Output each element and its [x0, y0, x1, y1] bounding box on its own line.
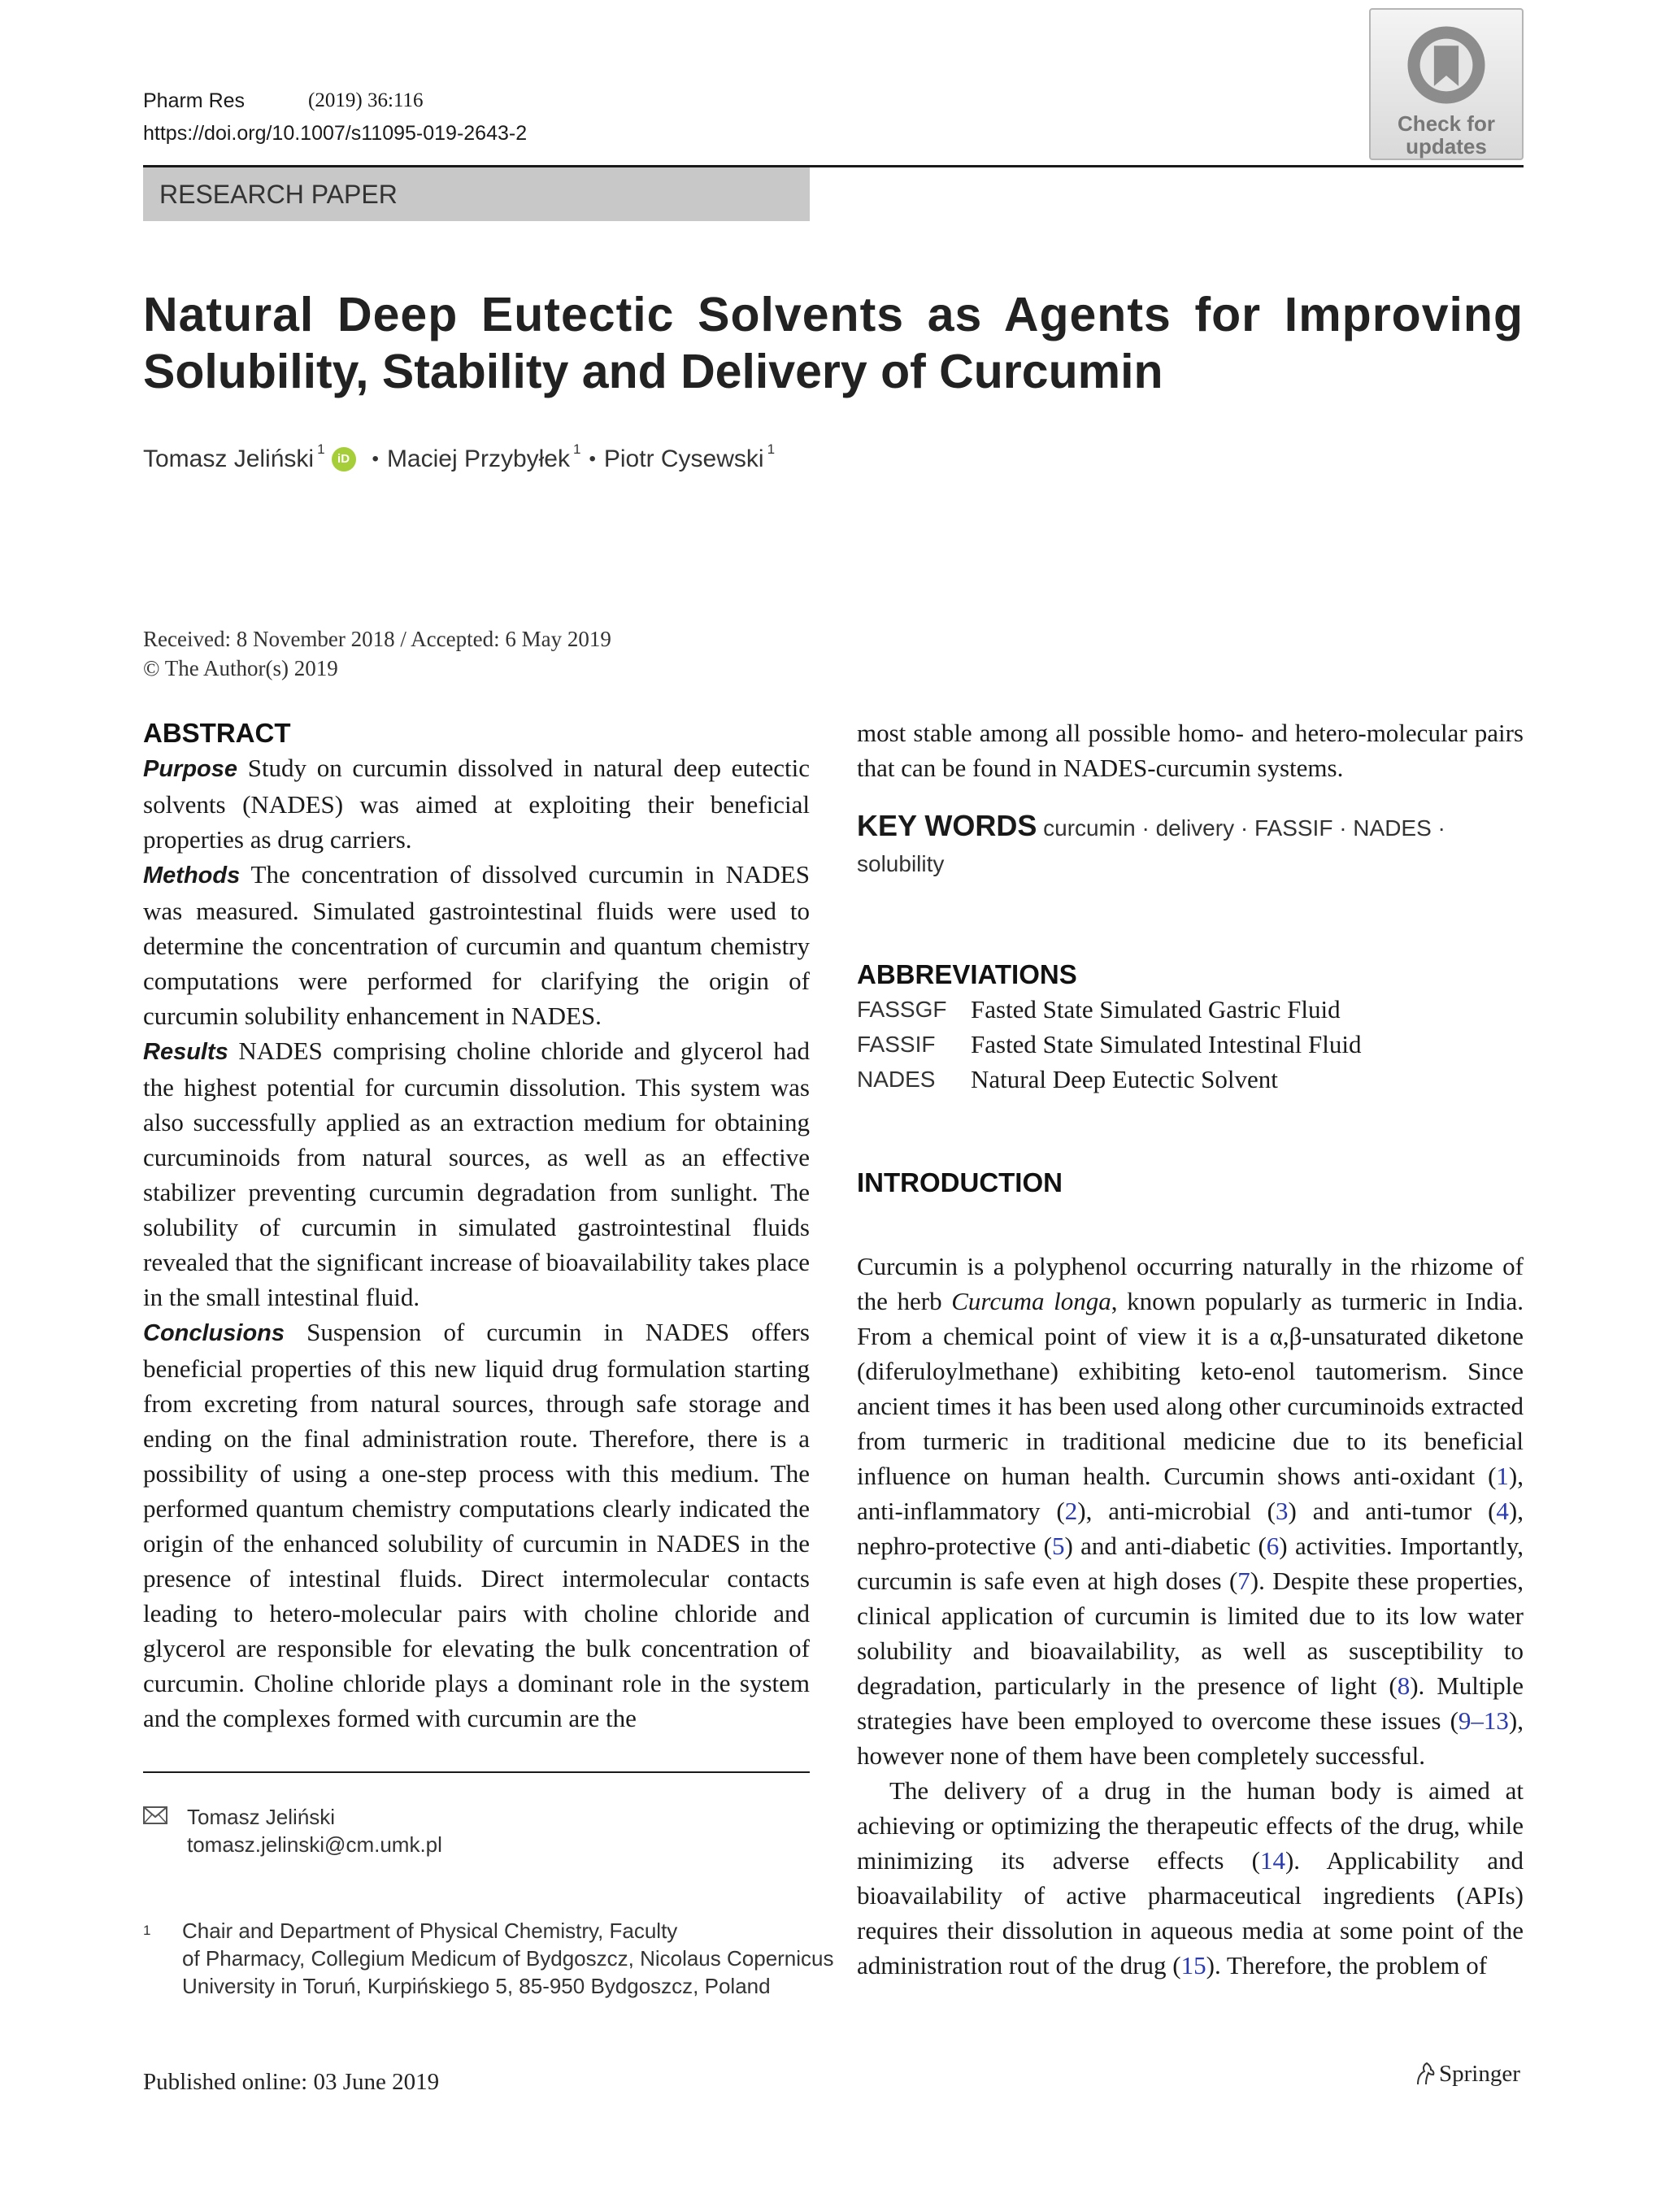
- affiliation-number: 1: [143, 1923, 151, 1938]
- intro-text: ), however none of them have been completely successful.: [857, 1706, 1524, 1770]
- keywords-heading: KEY WORDS: [857, 809, 1037, 842]
- introduction-paragraph-2: [857, 1773, 1524, 1983]
- abbreviation-row: [857, 992, 1524, 1027]
- author-affiliation-mark: 1: [767, 441, 776, 457]
- conclusions-text: Suspension of curcumin in NADES offers beneficial properties of this new liquid drug formulation starting from excreting from natural sources, through safe storage and ending on the final administration route. Therefore, there is a possibility of using a one-step process with this medium. The performed quantum chemistry computations clearly indicated the origin of the enhanced solubility of curcumin in NADES in the presence of intestinal fluids. Direct intermolecular contacts leading to hetero-molecular pairs with choline chloride and glycerol are responsible for elevating the bulk concentration of curcumin. Choline chloride plays a dominant role in the system and the complexes formed with curcumin are the: [143, 1318, 810, 1732]
- abbreviation-term: NADES: [857, 1067, 936, 1092]
- orcid-icon[interactable]: iD: [332, 447, 356, 472]
- abbreviation-definition: Fasted State Simulated Gastric Fluid: [971, 995, 1341, 1023]
- abstract-methods: [143, 857, 810, 1033]
- publication-dates: [143, 624, 611, 683]
- abstract-purpose: [143, 750, 810, 857]
- intro-text: ), anti-microbial (: [1077, 1497, 1276, 1525]
- species-name: Curcuma longa: [951, 1287, 1111, 1315]
- introduction-paragraph-1: [857, 1249, 1524, 1773]
- abstract-conclusions: [143, 1315, 810, 1736]
- check-updates-label: Check for updates: [1398, 111, 1495, 159]
- abstract-results: [143, 1033, 810, 1315]
- abbreviations-list: [857, 992, 1524, 1097]
- purpose-label: Purpose: [143, 756, 238, 782]
- title-line-2: Solubility, Stability and Delivery of Curcumin: [143, 345, 1163, 398]
- check-updates-icon: [1402, 21, 1490, 109]
- intro-text: ) and anti-tumor (: [1288, 1497, 1497, 1525]
- journal-name: Pharm Res: [143, 89, 246, 112]
- methods-text: The concentration of dissolved curcumin in NADES was measured. Simulated gastrointestinal fluids were used to determine the concentration of curcumin and quantum chemistry computations were performed for clarifying the origin of curcumin solubility enhancement in NADES.: [143, 860, 810, 1030]
- intro-text: ). Therefore, the problem of: [1206, 1951, 1488, 1980]
- results-label: Results: [143, 1039, 228, 1065]
- author-affiliation-mark: 1: [317, 441, 325, 457]
- intro-text: Curcumin is a polyphenol occurring naturally in the rhizome of the herb: [857, 1252, 1524, 1315]
- affiliation-text: [182, 1917, 834, 2000]
- citation-link[interactable]: 2: [1064, 1497, 1078, 1525]
- copyright-line: © The Author(s) 2019: [143, 656, 338, 680]
- affiliation-line: Chair and Department of Physical Chemistry, Faculty: [182, 1919, 678, 1943]
- author-affiliation-mark: 1: [573, 441, 581, 457]
- intro-text: ) activities. Importantly, curcumin is safe even at high doses (: [857, 1532, 1524, 1595]
- doi-link[interactable]: https://doi.org/10.1007/s11095-019-2643-2: [143, 122, 528, 145]
- author-name[interactable]: Piotr Cysewski: [603, 445, 764, 472]
- spacer: [143, 1831, 187, 1858]
- springer-horse-icon: [1411, 2060, 1439, 2088]
- introduction-heading: INTRODUCTION: [857, 1167, 1063, 1197]
- received-accepted-dates: Received: 8 November 2018 / Accepted: 6 May 2019: [143, 627, 611, 651]
- author-separator: •: [589, 448, 596, 470]
- right-column: [857, 715, 1524, 1983]
- citation-link[interactable]: 7: [1237, 1567, 1250, 1595]
- citation-link[interactable]: 8: [1397, 1671, 1411, 1700]
- purpose-text: Study on curcumin dissolved in natural deep eutectic solvents (NADES) was aimed at exploiting their beneficial properties as drug carriers.: [143, 754, 811, 854]
- abbreviation-definition: Natural Deep Eutectic Solvent: [971, 1065, 1278, 1093]
- abbreviation-definition: Fasted State Simulated Intestinal Fluid: [971, 1030, 1362, 1058]
- abbreviation-row: [857, 1062, 1524, 1097]
- corresponding-email[interactable]: tomasz.jelinski@cm.umk.pl: [187, 1832, 442, 1857]
- abstract-continuation: most stable among all possible homo- and hetero-molecular pairs that can be found in NADES-curcumin systems.: [857, 719, 1524, 782]
- intro-text: ). Despite these properties, clinical application of curcumin is limited due to its low water solubility and bioavailability, as well as susceptibility to degradation, particularly in the presence of light (: [857, 1567, 1524, 1700]
- citation-link[interactable]: 9–13: [1458, 1706, 1509, 1735]
- intro-text: ), nephro-protective (: [857, 1497, 1524, 1560]
- envelope-icon: [143, 1803, 187, 1831]
- abbreviation-term: FASSIF: [857, 1032, 936, 1057]
- intro-text: ), anti-inflammatory (: [857, 1462, 1524, 1525]
- intro-text: The delivery of a drug in the human body is aimed at achieving or optimizing the therapeutic effects of the drug, while minimizing its adverse effects (: [857, 1776, 1524, 1875]
- published-online-date: Published online: 03 June 2019: [143, 2069, 440, 2095]
- affiliation-line: University in Toruń, Kurpińskiego 5, 85-950 Bydgoszcz, Poland: [182, 1974, 771, 1998]
- article-type-banner: RESEARCH PAPER: [143, 167, 810, 221]
- journal-citation-line: [143, 89, 423, 113]
- affiliation-line: of Pharmacy, Collegium Medicum of Bydgoszcz, Nicolaus Copernicus: [182, 1946, 834, 1971]
- abbreviation-term: FASSGF: [857, 997, 947, 1022]
- title-line-1: Natural Deep Eutectic Solvents as Agents for Improving: [143, 288, 1524, 341]
- methods-label: Methods: [143, 863, 241, 889]
- footnote-rule: [143, 1771, 810, 1773]
- publisher-logo[interactable]: [1411, 2060, 1520, 2088]
- affiliation-footnote: [143, 1917, 834, 2000]
- citation-link[interactable]: 5: [1052, 1532, 1065, 1560]
- abstract-heading: ABSTRACT: [143, 718, 291, 748]
- author-list: [143, 441, 776, 473]
- abbreviations-heading: ABBREVIATIONS: [857, 959, 1077, 989]
- corresponding-name: Tomasz Jeliński: [187, 1805, 336, 1829]
- journal-citation: (2019) 36:116: [308, 89, 424, 111]
- intro-text: ) and anti-diabetic (: [1064, 1532, 1267, 1560]
- citation-link[interactable]: 6: [1266, 1532, 1280, 1560]
- abbreviation-row: [857, 1027, 1524, 1062]
- keywords-list: curcumin · delivery · FASSIF · NADES · solubility: [857, 815, 1445, 876]
- citation-link[interactable]: 15: [1180, 1951, 1206, 1980]
- intro-text: , known popularly as turmeric in India. From a chemical point of view it is a α,β-unsaturated diketone (diferuloylmethane) exhibiting keto-enol tautomerism. Since ancient times it has been used along other curcuminoids extracted from turmeric in traditional medicine due to its beneficial influence on human health. Curcumin shows anti-oxidant (: [857, 1287, 1524, 1490]
- author-name[interactable]: Maciej Przybyłek: [386, 445, 570, 472]
- intro-text: ). Multiple strategies have been employed to overcome these issues (: [857, 1671, 1524, 1735]
- paper-title: [143, 286, 1524, 400]
- check-for-updates-badge[interactable]: [1369, 8, 1524, 160]
- corresponding-name-row: [143, 1803, 442, 1831]
- intro-text: ). Applicability and bioavailability of active pharmaceutical ingredients (APIs) requires their dissolution in aqueous media at some point of the administration rout of the drug (: [857, 1846, 1524, 1980]
- citation-link[interactable]: 4: [1496, 1497, 1509, 1525]
- citation-link[interactable]: 1: [1496, 1462, 1509, 1490]
- keywords-block: [857, 808, 1524, 881]
- author-separator: •: [372, 448, 379, 470]
- citation-link[interactable]: 3: [1276, 1497, 1289, 1525]
- publisher-name: Springer: [1439, 2060, 1520, 2087]
- corresponding-email-row: [143, 1831, 442, 1858]
- corresponding-author: [143, 1803, 442, 1858]
- citation-link[interactable]: 14: [1259, 1846, 1285, 1875]
- conclusions-label: Conclusions: [143, 1320, 285, 1346]
- results-text: NADES comprising choline chloride and glycerol had the highest potential for curcumin dissolution. This system was also successfully applied as an extraction medium for obtaining curcuminoids from natural sources, as well as an effective stabilizer preventing curcumin degradation from sunlight. The solubility of curcumin in simulated gastrointestinal fluids revealed that the significant increase of bioavailability takes place in the small intestinal fluid.: [143, 1036, 810, 1311]
- author-name[interactable]: Tomasz Jeliński: [143, 445, 315, 472]
- abstract-section: [143, 715, 810, 1736]
